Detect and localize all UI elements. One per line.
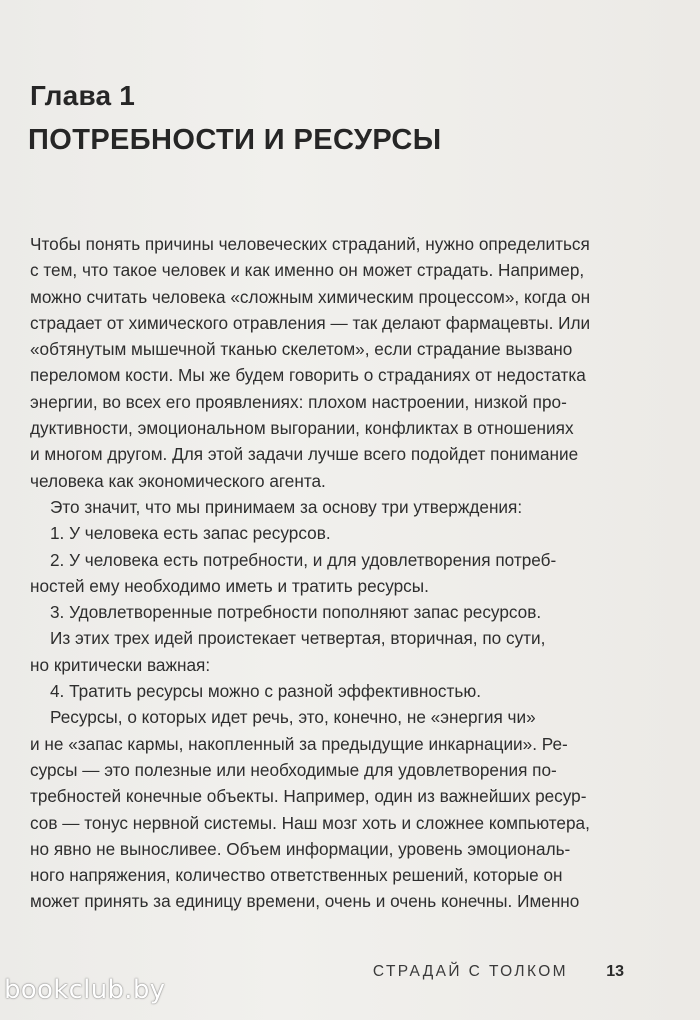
text-line: Из этих трех идей проистекает четвертая, вторичная, по сути, (50, 628, 546, 649)
text-line: Ресурсы, о которых идет речь, это, конечно, не «энергия чи» (50, 707, 536, 728)
page-number: 13 (606, 963, 624, 980)
text-line: 1. У человека есть запас ресурсов. (50, 523, 331, 544)
text-line: 3. Удовлетворенные потребности пополняют запас ресурсов. (50, 602, 542, 623)
text-line: сурсы — это полезные или необходимые для удовлетворения по- (30, 759, 557, 780)
text-line: 2. У человека есть потребности, и для удовлетворения потреб- (50, 549, 557, 570)
text-line: с тем, что такое человек и как именно он может страдать. Например, (30, 260, 585, 281)
text-line: сов — тонус нервной системы. Наш мозг хоть и сложнее компьютера, (30, 812, 590, 833)
text-line: требностей конечные объекты. Например, один из важнейших ресур- (30, 786, 587, 807)
text-line: может принять за единицу времени, очень и очень конечны. Именно (30, 891, 580, 912)
chapter-title: ПОТРЕБНОСТИ И РЕСУРСЫ (28, 124, 442, 156)
text-line: можно считать человека «сложным химическим процессом», когда он (30, 286, 591, 307)
text-line: Это значит, что мы принимаем за основу три утверждения: (50, 496, 523, 517)
chapter-number: Глава 1 (30, 80, 136, 111)
text-line: Чтобы понять причины человеческих страданий, нужно определиться (30, 234, 590, 254)
text-line: но критически важная: (30, 654, 211, 675)
text-line: 4. Тратить ресурсы можно с разной эффективностью. (50, 681, 482, 702)
text-line: и многом другом. Для этой задачи лучше всего подойдет понимание (30, 444, 579, 465)
text-line: страдает от химического отравления — так делают фармацевты. Или (30, 312, 591, 333)
text-line: дуктивности, эмоциональном выгорании, конфликтах в отношениях (30, 418, 574, 439)
text-line: ностей ему необходимо иметь и тратить ресурсы. (30, 575, 429, 596)
body-text (30, 231, 628, 915)
text-line: ного напряжения, количество ответственных решений, которые он (30, 865, 563, 886)
watermark-logo: bookclub.by (4, 975, 166, 1005)
text-line: человека как экономического агента. (30, 470, 326, 491)
text-line: переломом кости. Мы же будем говорить о страданиях от недостатка (30, 365, 586, 386)
text-line: энергии, во всех его проявлениях: плохом настроении, низкой про- (30, 391, 567, 412)
text-line: «обтянутым мышечной тканью скелетом», если страдание вызвано (30, 339, 573, 360)
text-line: но явно не выносливее. Объем информации, уровень эмоциональ- (30, 838, 571, 859)
text-line: и не «запас кармы, накопленный за предыдущие инкарнации». Ре- (30, 733, 568, 754)
running-title: СТРАДАЙ С ТОЛКОМ (372, 963, 568, 980)
